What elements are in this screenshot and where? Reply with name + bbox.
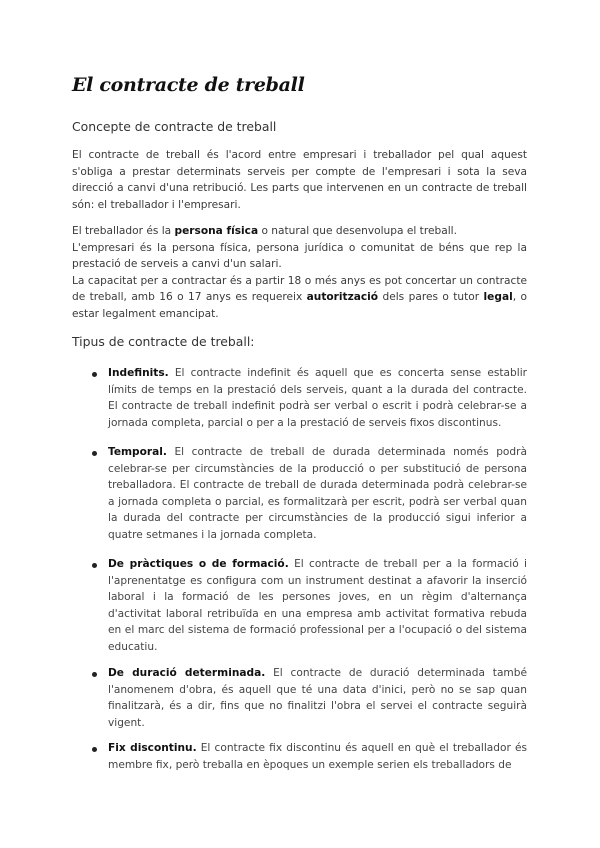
bullet-icon: [92, 563, 97, 568]
list-item-duracio-determinada: De duració determinada. El contracte de duració determinada també l'anomenem d'obra, és aquell que té una data d'inici, però no se sap quan finalitzarà, és a dir, fins que no finalitzi l'obra el servei el contracte seguirà vigent.: [108, 667, 527, 729]
concept-heading: Concepte de contracte de treball: [72, 119, 277, 134]
bullet-icon: [92, 451, 97, 456]
bullet-icon: [92, 672, 97, 677]
bullet-icon: [92, 747, 97, 752]
term-autoritzacio: autorització: [306, 291, 379, 304]
page-title: El contracte de treball: [72, 74, 305, 96]
employer-definition: L'empresari és la persona física, persona jurídica o comunitat de béns que rep la prestació de serveis a canvi d'un salari.: [72, 241, 527, 271]
bullet-icon: [92, 372, 97, 377]
list-item-temporal: Temporal. El contracte de treball de durada determinada només podrà celebrar-se per circumstàncies de la producció o per substitució de persona treballadora. El contracte de treball de durada determinada podrà celebrar-se a jornada completa o parcial, es formalitzarà per escrit, podrà ser verbal quan la durada del contracte per circumstàncies de la producció sigui inferior a quatre setmanes i la jornada completa.: [108, 446, 527, 541]
concept-paragraph: El contracte de treball és l'acord entre empresari i treballador pel qual aquest s'obliga a prestar determinats serveis per compte de l'empresari i sota la seva direcció a canvi d'una retribució. Les parts que intervenen en un contracte de treball són: el treballador i l'empresari.: [72, 149, 527, 211]
worker-definition: El treballador és la persona física o natural que desenvolupa el treball.: [72, 225, 457, 237]
term-legal: legal: [483, 291, 513, 304]
term-persona-fisica: persona física: [174, 225, 259, 237]
list-item-practiques: De pràctiques o de formació. El contracte de treball per a la formació i l'aprenentatge es configura com un instrument destinat a afavorir la inserció laboral i la formació de les persones joves, en un règim d'alternança d'activitat laboral retribuïda en una empresa amb activitat formativa rebuda en el marc del sistema de formació professional per a l'ocupació o del sistema educatiu.: [108, 558, 527, 653]
list-item-indefinits: Indefinits. El contracte indefinit és aquell que es concerta sense establir límits de temps en la prestació dels serveis, quant a la durada del contracte. El contracte de treball indefinit podrà ser verbal o escrit i podrà celebrar-se a jornada completa, parcial o per a la prestació de serveis fixos discontinus.: [108, 367, 527, 429]
types-heading: Tipus de contracte de treball:: [72, 334, 255, 349]
list-item-fix-discontinu: Fix discontinu. El contracte fix discontinu és aquell en què el treballador és membre fix, però treballa en èpoques un exemple serien els treballadors de: [108, 742, 527, 771]
capacity-paragraph: La capacitat per a contractar és a partir 18 o més anys es pot concertar un contracte de treball, amb 16 o 17 anys es requereix autorització dels pares o tutor legal, o estar legalment emancipat.: [72, 274, 527, 320]
